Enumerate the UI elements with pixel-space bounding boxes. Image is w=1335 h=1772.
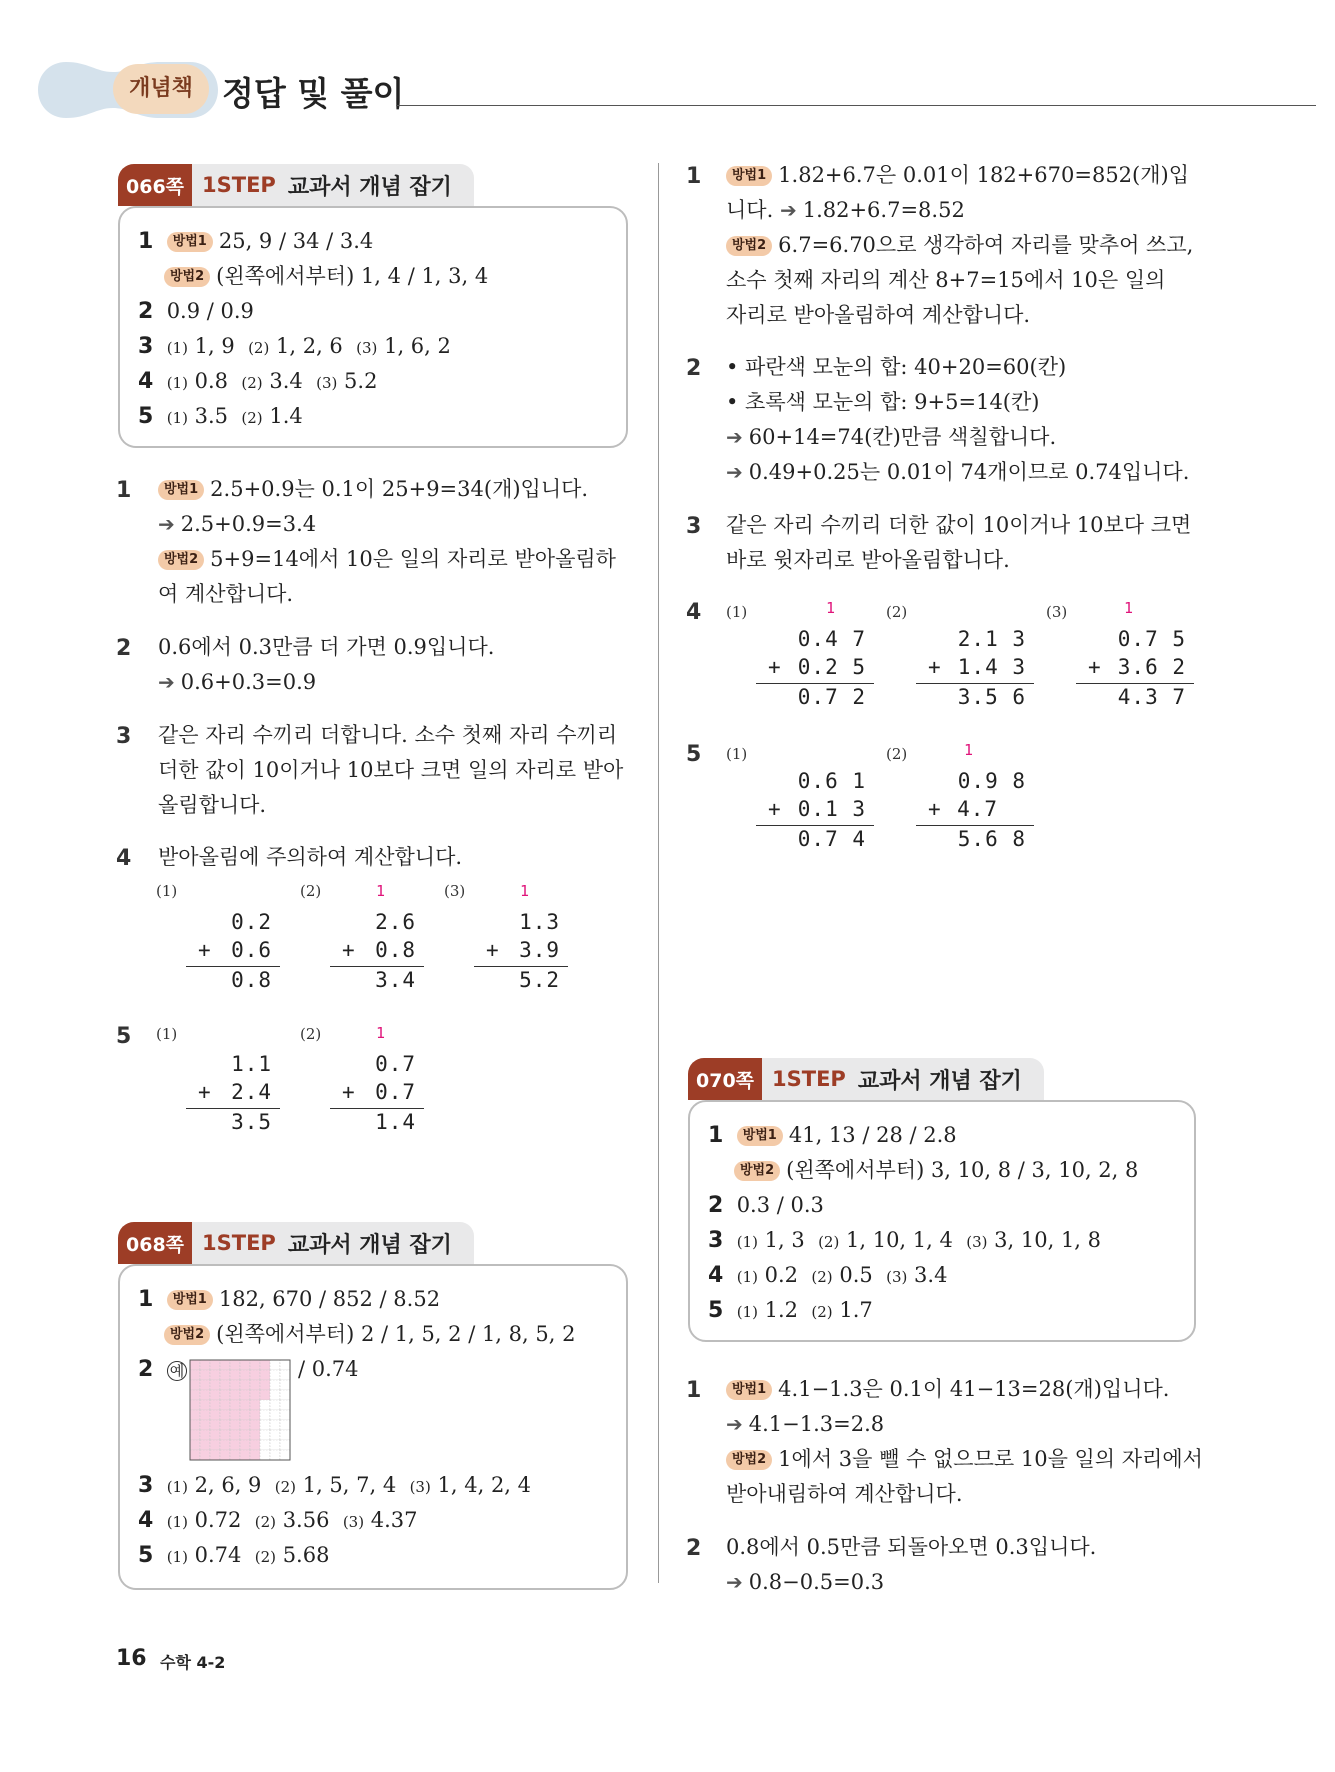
grid-cell	[280, 1400, 290, 1410]
grid-cell-shaded	[260, 1380, 270, 1390]
grid-cell-shaded	[200, 1440, 210, 1450]
calc-result: 3.4	[375, 968, 416, 992]
explanation-line: 여 계산합니다.	[158, 582, 294, 606]
grid-cell	[270, 1420, 280, 1430]
explanation-line: • 파란색 모눈의 합: 40+20=60(칸)	[726, 355, 1067, 379]
answer-line: 방법2 (왼쪽에서부터) 1, 4 / 1, 3, 4	[164, 261, 488, 291]
grid-cell-shaded	[200, 1430, 210, 1440]
explanation-line: • 초록색 모눈의 합: 9+5=14(칸)	[726, 390, 1040, 414]
step-label: 1STEP	[202, 1231, 276, 1255]
explanation-line: 받아내림하여 계산합니다.	[726, 1482, 963, 1506]
answer-line: 5 (1) 0.74 (2) 5.68	[138, 1543, 330, 1568]
grid-cell-shaded	[240, 1370, 250, 1380]
answer-line: 1 방법1 41, 13 / 28 / 2.8	[708, 1123, 957, 1148]
section-header-066	[118, 164, 474, 206]
arrow-icon: ➔	[158, 512, 175, 536]
vertical-addition: 1 1.3 + 3.9 5.2	[474, 910, 568, 1010]
grid-cell-shaded	[220, 1360, 230, 1370]
grid-cell-shaded	[190, 1400, 200, 1410]
calc-result: 3.5	[231, 1110, 272, 1134]
sub-label: (2)	[886, 603, 908, 621]
explanation-line: 자리로 받아올림하여 계산합니다.	[726, 303, 1031, 327]
grid-cell-shaded	[190, 1450, 200, 1460]
explanation-line: 방법1 1.82+6.7은 0.01이 182+670=852(개)입	[726, 160, 1189, 190]
vertical-addition: 1 0.9 8 + 4.7 5.6 8	[916, 769, 1034, 869]
sub-label: (1)	[156, 1025, 178, 1043]
calc-result: 0.7 4	[797, 827, 866, 851]
grid-cell	[260, 1400, 270, 1410]
grid-cell-shaded	[210, 1410, 220, 1420]
page-ref: 066쪽	[118, 164, 192, 206]
step-label: 1STEP	[772, 1067, 846, 1091]
grid-cell-shaded	[200, 1450, 210, 1460]
grid-cell-shaded	[250, 1410, 260, 1420]
grid-cell-shaded	[240, 1390, 250, 1400]
answer-line: 4 (1) 0.2 (2) 0.5 (3) 3.4	[708, 1263, 948, 1288]
grid-cell	[280, 1390, 290, 1400]
explanation-line: ➔ 0.8−0.5=0.3	[726, 1570, 885, 1594]
answer-line: 3 (1) 1, 3 (2) 1, 10, 1, 4 (3) 3, 10, 1, 8	[708, 1228, 1102, 1253]
grid-cell	[260, 1450, 270, 1460]
vertical-addition: 1 0.4 7 + 0.2 5 0.7 2	[756, 627, 874, 727]
explanation-line: ➔ 2.5+0.9=3.4	[158, 512, 317, 536]
vertical-addition: 1.1 + 2.4 3.5	[186, 1052, 280, 1152]
question-number: 3	[116, 724, 132, 749]
page-ref: 070쪽	[688, 1058, 762, 1100]
grid-cell	[280, 1440, 290, 1450]
explanation-line: 방법1 4.1−1.3은 0.1이 41−13=28(개)입니다.	[726, 1374, 1169, 1404]
grid-cell	[280, 1420, 290, 1430]
sub-label: (2)	[300, 882, 322, 900]
section-title: 교과서 개념 잡기	[287, 174, 452, 200]
grid-cell-shaded	[230, 1360, 240, 1370]
calc-result: 0.8	[231, 968, 272, 992]
grid-cell-shaded	[190, 1440, 200, 1450]
carry-digit: 1	[1124, 599, 1134, 617]
calc-result: 5.2	[519, 968, 560, 992]
grid-cell	[280, 1450, 290, 1460]
explanation-line: 소수 첫째 자리의 계산 8+7=15에서 10은 일의	[726, 268, 1166, 292]
explanation-line: ➔ 0.49+0.25는 0.01이 74개이므로 0.74입니다.	[726, 460, 1190, 484]
grid-cell-shaded	[240, 1400, 250, 1410]
grid-cell-shaded	[240, 1380, 250, 1390]
grid-cell-shaded	[190, 1420, 200, 1430]
calc-result: 5.6 8	[957, 827, 1026, 851]
column-divider	[658, 163, 659, 1583]
grid-cell-shaded	[230, 1390, 240, 1400]
section-title: 교과서 개념 잡기	[857, 1068, 1022, 1094]
grid-cell-shaded	[190, 1380, 200, 1390]
grid-cell-shaded	[210, 1400, 220, 1410]
answer-line: 5 (1) 1.2 (2) 1.7	[708, 1298, 873, 1323]
carry-digit: 1	[826, 599, 836, 617]
grid-cell-shaded	[200, 1380, 210, 1390]
grid-cell-shaded	[220, 1420, 230, 1430]
grid-cell-shaded	[250, 1450, 260, 1460]
grid-cell	[270, 1370, 280, 1380]
vertical-addition: 1 2.6 + 0.8 3.4	[330, 910, 424, 1010]
question-number: 1	[686, 1378, 702, 1403]
grid-cell-shaded	[200, 1410, 210, 1420]
sub-label: (1)	[726, 603, 748, 621]
explanation-line: 0.8에서 0.5만큼 되돌아오면 0.3입니다.	[726, 1535, 1097, 1559]
vertical-addition: 0.2 + 0.6 0.8	[186, 910, 280, 1010]
grid-cell-shaded	[210, 1380, 220, 1390]
sub-label: (2)	[886, 745, 908, 763]
grid-cell-shaded	[250, 1430, 260, 1440]
answer-line: 방법2 (왼쪽에서부터) 2 / 1, 5, 2 / 1, 8, 5, 2	[164, 1319, 575, 1349]
section-header-068	[118, 1222, 474, 1264]
grid-cell-shaded	[210, 1420, 220, 1430]
question-number: 2	[686, 356, 702, 381]
explanation-line: 방법2 1에서 3을 뺄 수 없으므로 10을 일의 자리에서	[726, 1444, 1203, 1474]
grid-cell-shaded	[190, 1360, 200, 1370]
page-ref: 068쪽	[118, 1222, 192, 1264]
grid-cell-shaded	[260, 1370, 270, 1380]
grid-cell	[270, 1390, 280, 1400]
grid-cell-shaded	[240, 1450, 250, 1460]
grid-cell-shaded	[200, 1420, 210, 1430]
grid-cell-shaded	[190, 1430, 200, 1440]
grid-cell	[260, 1440, 270, 1450]
grid-cell-shaded	[210, 1430, 220, 1440]
explanation-line: 같은 자리 수끼리 더한 값이 10이거나 10보다 크면	[726, 513, 1192, 537]
grid-cell-shaded	[220, 1410, 230, 1420]
question-number: 4	[116, 846, 132, 871]
explanation-line: ➔ 0.6+0.3=0.9	[158, 670, 317, 694]
answer-line: 4 (1) 0.8 (2) 3.4 (3) 5.2	[138, 369, 378, 394]
grid-cell-shaded	[240, 1410, 250, 1420]
grid-cell-shaded	[210, 1370, 220, 1380]
grid-cell-shaded	[250, 1420, 260, 1430]
question-number: 2	[116, 636, 132, 661]
grid-cell-shaded	[220, 1370, 230, 1380]
grid-cell-shaded	[210, 1440, 220, 1450]
grid-cell-shaded	[230, 1380, 240, 1390]
question-number: 1	[116, 478, 132, 503]
grid-cell-shaded	[200, 1390, 210, 1400]
grid-cell	[270, 1380, 280, 1390]
grid-cell	[260, 1410, 270, 1420]
grid-cell-shaded	[260, 1360, 270, 1370]
answer-line: 4 (1) 0.72 (2) 3.56 (3) 4.37	[138, 1508, 418, 1533]
question-number: 4	[686, 600, 702, 625]
page-number: 16	[116, 1646, 147, 1671]
carry-digit: 1	[376, 882, 386, 900]
explanation-line: 0.6에서 0.3만큼 더 가면 0.9입니다.	[158, 635, 495, 659]
grid-cell-shaded	[190, 1410, 200, 1420]
grid-cell-shaded	[190, 1390, 200, 1400]
arrow-icon: ➔	[779, 198, 797, 222]
arrow-icon: ➔	[726, 460, 743, 484]
grid-cell-shaded	[250, 1360, 260, 1370]
explanation-line: 올림합니다.	[158, 793, 267, 817]
vertical-addition: 2.1 3 + 1.4 3 3.5 6	[916, 627, 1034, 727]
explanation-line: 받아올림에 주의하여 계산합니다.	[158, 845, 463, 869]
section-title: 교과서 개념 잡기	[287, 1232, 452, 1258]
vertical-addition: 1 0.7 5 + 3.6 2 4.3 7	[1076, 627, 1194, 727]
explanation-line: 방법2 6.7=6.70으로 생각하여 자리를 맞추어 쓰고,	[726, 230, 1193, 260]
question-number: 5	[116, 1024, 132, 1049]
answer-line: 1 방법1 182, 670 / 852 / 8.52	[138, 1287, 441, 1312]
grid-cell-shaded	[250, 1390, 260, 1400]
answer-line: 3 (1) 2, 6, 9 (2) 1, 5, 7, 4 (3) 1, 4, 2, 4	[138, 1473, 532, 1498]
grid-cell-shaded	[230, 1450, 240, 1460]
grid-cell-shaded	[250, 1380, 260, 1390]
sub-label: (3)	[444, 882, 466, 900]
header-tag: 개념책	[113, 64, 209, 114]
grid-cell-shaded	[230, 1400, 240, 1410]
grid-cell-shaded	[240, 1430, 250, 1440]
grid-cell	[280, 1360, 290, 1370]
answer-line: 1 방법1 25, 9 / 34 / 3.4	[138, 229, 374, 254]
grid-cell	[280, 1370, 290, 1380]
question-number: 5	[686, 742, 702, 767]
grid-cell-shaded	[220, 1450, 230, 1460]
example-mark: 예	[167, 1361, 188, 1381]
grid-cell-shaded	[240, 1440, 250, 1450]
grid-cell-shaded	[250, 1370, 260, 1380]
carry-digit: 1	[964, 741, 974, 759]
explanation-line: 방법1 2.5+0.9는 0.1이 25+9=34(개)입니다.	[158, 474, 588, 504]
carry-digit: 1	[520, 882, 530, 900]
answer-line: 방법2 (왼쪽에서부터) 3, 10, 8 / 3, 10, 2, 8	[734, 1155, 1138, 1185]
arrow-icon: ➔	[158, 670, 175, 694]
header-rule	[396, 105, 1316, 106]
answer-line: 3 (1) 1, 9 (2) 1, 2, 6 (3) 1, 6, 2	[138, 334, 451, 359]
grid-cell-shaded	[220, 1380, 230, 1390]
grid-cell-shaded	[230, 1440, 240, 1450]
sub-label: (3)	[1046, 603, 1068, 621]
grid-cell	[270, 1400, 280, 1410]
page-title: 정답 및 풀이	[222, 74, 405, 113]
grid-cell-shaded	[220, 1440, 230, 1450]
carry-digit: 1	[376, 1024, 386, 1042]
step-label: 1STEP	[202, 173, 276, 197]
grid-cell-shaded	[240, 1420, 250, 1430]
explanation-line: ➔ 4.1−1.3=2.8	[726, 1412, 885, 1436]
grid-cell	[280, 1410, 290, 1420]
grid-cell-shaded	[200, 1370, 210, 1380]
explanation-line: 방법2 5+9=14에서 10은 일의 자리로 받아올림하	[158, 544, 616, 574]
explanation-line: 같은 자리 수끼리 더합니다. 소수 첫째 자리 수끼리	[158, 723, 618, 747]
sub-label: (1)	[726, 745, 748, 763]
book-title: 수학 4-2	[160, 1653, 226, 1672]
explanation-line: 바로 윗자리로 받아올림합니다.	[726, 548, 1010, 572]
question-number: 3	[686, 514, 702, 539]
grid-cell	[270, 1440, 280, 1450]
answer-line: 5 (1) 3.5 (2) 1.4	[138, 404, 303, 429]
arrow-icon: ➔	[726, 1570, 743, 1594]
grid-cell-shaded	[240, 1360, 250, 1370]
vertical-addition: 0.6 1 + 0.1 3 0.7 4	[756, 769, 874, 869]
calc-result: 4.3 7	[1117, 685, 1186, 709]
grid-cell-shaded	[220, 1430, 230, 1440]
grid-cell	[270, 1450, 280, 1460]
explanation-line: ➔ 60+14=74(칸)만큼 색칠합니다.	[726, 425, 1057, 449]
grid-cell	[280, 1430, 290, 1440]
sub-label: (1)	[156, 882, 178, 900]
calc-result: 1.4	[375, 1110, 416, 1134]
grid-cell-shaded	[190, 1370, 200, 1380]
grid-cell-shaded	[250, 1400, 260, 1410]
grid-cell	[280, 1380, 290, 1390]
grid-cell	[270, 1410, 280, 1420]
question-number: 1	[686, 164, 702, 189]
calc-result: 0.7 2	[797, 685, 866, 709]
grid-cell-shaded	[230, 1430, 240, 1440]
grid-cell	[260, 1420, 270, 1430]
grid-cell	[270, 1360, 280, 1370]
grid-cell-shaded	[200, 1400, 210, 1410]
grid-cell-shaded	[230, 1410, 240, 1420]
vertical-addition: 1 0.7 + 0.7 1.4	[330, 1052, 424, 1152]
answer-line: 2 0.3 / 0.3	[708, 1193, 824, 1218]
grid-cell-shaded	[220, 1400, 230, 1410]
grid-cell-shaded	[250, 1440, 260, 1450]
grid-cell-shaded	[210, 1450, 220, 1460]
grid-cell	[260, 1430, 270, 1440]
explanation-line: 니다. ➔ 1.82+6.7=8.52	[726, 198, 965, 222]
answer-line: 2 0.9 / 0.9	[138, 299, 254, 324]
grid-cell-shaded	[210, 1360, 220, 1370]
grid-cell-shaded	[260, 1390, 270, 1400]
answer-line: / 0.74	[298, 1357, 359, 1381]
grid-cell	[270, 1430, 280, 1440]
arrow-icon: ➔	[726, 425, 743, 449]
grid-cell-shaded	[230, 1370, 240, 1380]
sub-label: (2)	[300, 1025, 322, 1043]
grid-cell-shaded	[220, 1390, 230, 1400]
question-number: 2	[686, 1536, 702, 1561]
calc-result: 3.5 6	[957, 685, 1026, 709]
grid-cell-shaded	[230, 1420, 240, 1430]
grid-cell-shaded	[210, 1390, 220, 1400]
answer-line: 2 예	[138, 1354, 187, 1386]
explanation-line: 더한 값이 10이거나 10보다 크면 일의 자리로 받아	[158, 758, 624, 782]
grid-cell-shaded	[200, 1360, 210, 1370]
section-header-070	[688, 1058, 1044, 1100]
arrow-icon: ➔	[726, 1412, 743, 1436]
hundred-grid	[189, 1359, 291, 1461]
